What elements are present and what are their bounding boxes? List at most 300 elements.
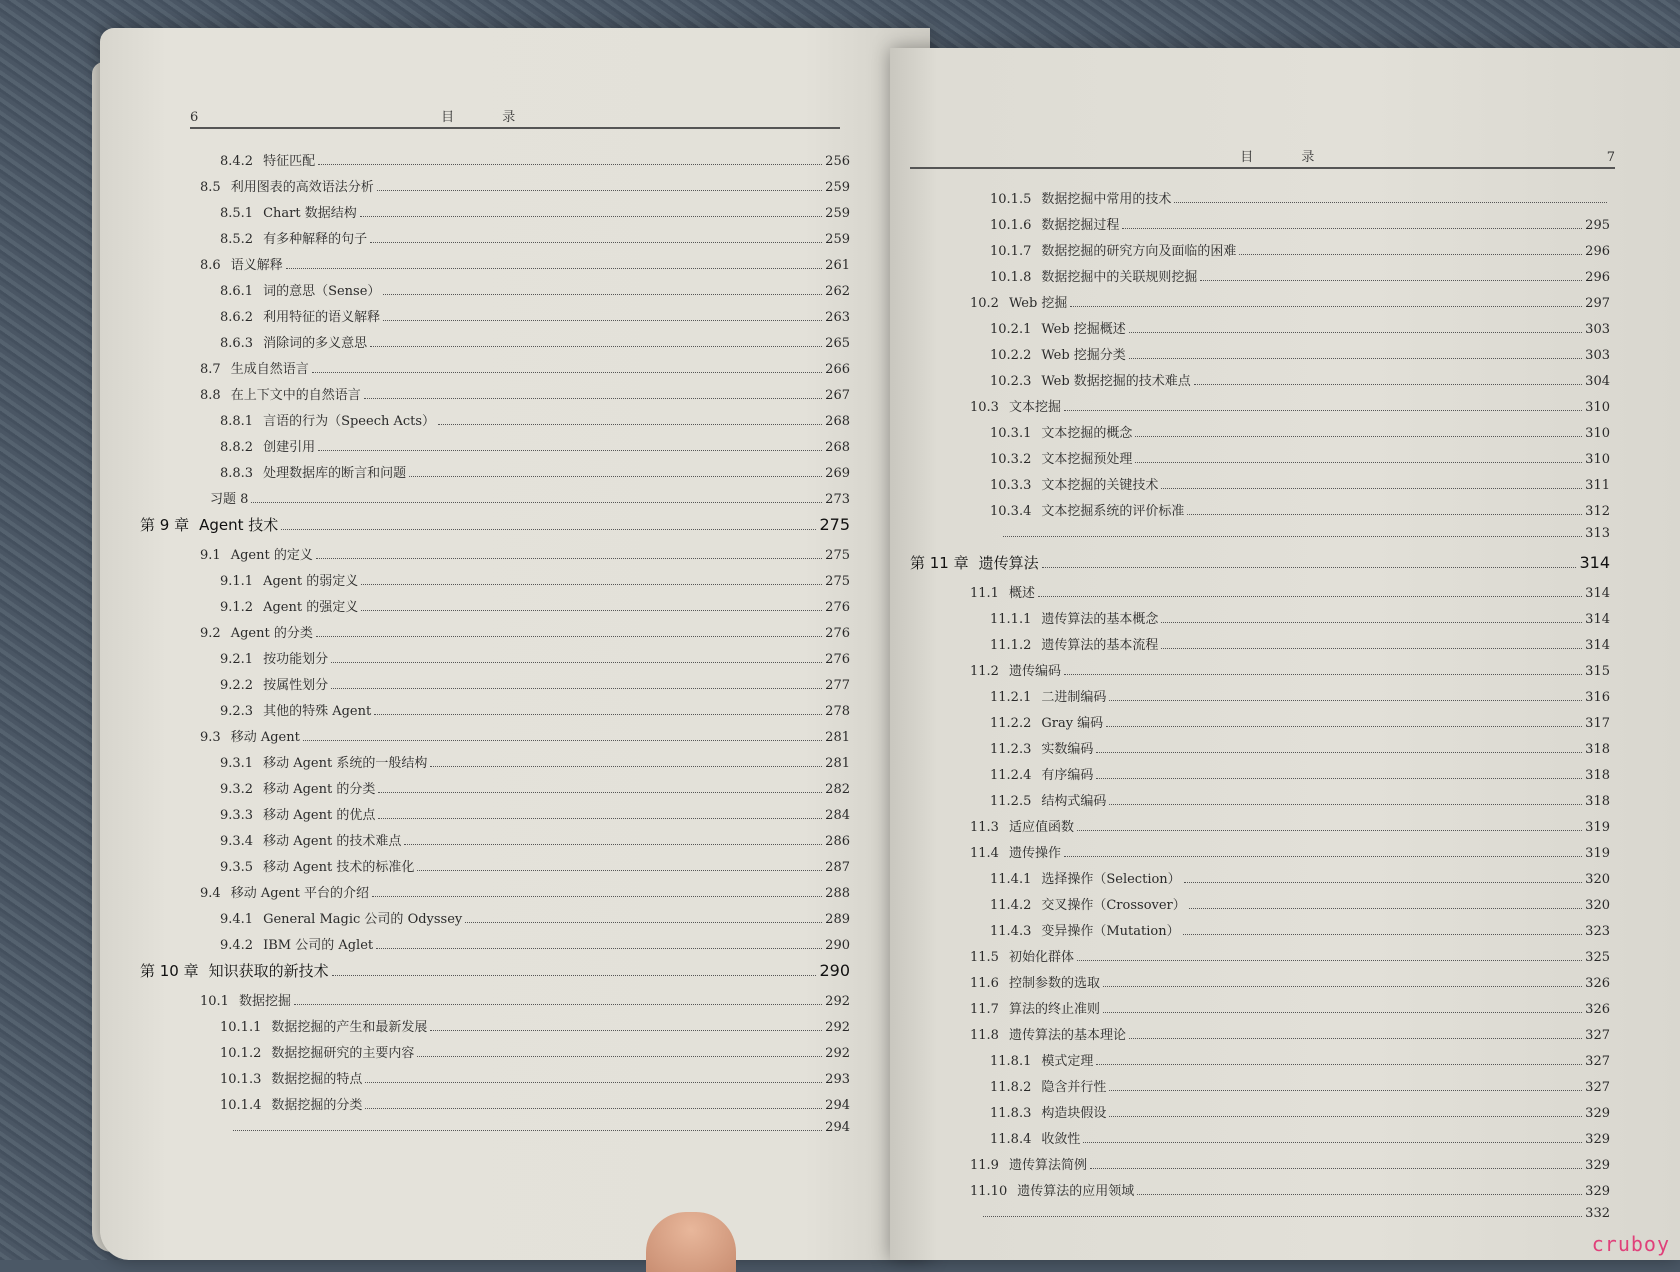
toc-leader-dots — [1135, 462, 1582, 463]
toc-entry-number: 8.6.2 — [220, 310, 254, 325]
toc-entry-title: 数据挖掘的分类 — [271, 1098, 363, 1113]
toc-entry — [140, 804, 850, 830]
toc-entry-page: 276 — [825, 600, 850, 615]
toc-entry-number: 11.8.2 — [990, 1080, 1032, 1095]
toc-entry-page: 294 — [825, 1120, 850, 1135]
toc-entry-title: 言语的行为（Speech Acts） — [263, 414, 436, 429]
toc-entry-title: 数据挖掘研究的主要内容 — [271, 1046, 415, 1061]
toc-entry — [910, 634, 1610, 660]
toc-entry-title: 生成自然语言 — [230, 362, 309, 377]
toc-entry-page: 276 — [825, 652, 850, 667]
toc-leader-dots — [1183, 934, 1583, 935]
toc-entry-number: 9.3 — [200, 730, 221, 745]
toc-entry — [910, 842, 1610, 868]
toc-entry-title: 创建引用 — [263, 440, 316, 455]
toc-entry-page: 304 — [1585, 374, 1610, 389]
toc-entry-number: 11.4.1 — [990, 872, 1032, 887]
toc-entry — [140, 856, 850, 882]
toc-leader-dots — [378, 792, 822, 793]
toc-leader-dots — [1109, 700, 1582, 701]
toc-leader-dots — [1137, 1194, 1582, 1195]
toc-leader-dots — [465, 922, 822, 923]
toc-leader-dots — [1129, 332, 1582, 333]
toc-entry — [140, 1042, 850, 1068]
toc-leader-dots — [1042, 567, 1577, 568]
toc-leader-dots — [1038, 596, 1582, 597]
toc-entry — [910, 188, 1610, 214]
toc-entry-number: 8.6.3 — [220, 336, 254, 351]
toc-entry-number: 11.1.2 — [990, 638, 1032, 653]
right-page-number: 7 — [1606, 150, 1615, 165]
toc-entry-number: 9.3.3 — [220, 808, 254, 823]
toc-leader-dots — [404, 844, 822, 845]
toc-entry-title: 遗传算法简例 — [1008, 1158, 1087, 1173]
toc-entry-title: Web 挖掘 — [1008, 296, 1068, 311]
toc-leader-dots — [1122, 228, 1582, 229]
toc-entry-page: 315 — [1585, 664, 1610, 679]
toc-leader-dots — [294, 1004, 822, 1005]
toc-entry-page: 292 — [825, 1020, 850, 1035]
toc-entry-page: 290 — [819, 961, 850, 980]
toc-leader-dots — [332, 975, 817, 976]
toc-entry-page: 297 — [1585, 296, 1610, 311]
toc-entry-title: 利用特征的语义解释 — [263, 310, 381, 325]
toc-leader-dots — [1109, 1116, 1582, 1117]
toc-leader-dots — [383, 320, 822, 321]
toc-entry — [910, 1154, 1610, 1180]
toc-entry — [140, 358, 850, 384]
toc-entry-page: 320 — [1585, 872, 1610, 887]
toc-entry-page: 318 — [1585, 794, 1610, 809]
toc-entry-title: 数据挖掘中常用的技术 — [1041, 192, 1172, 207]
left-page-number: 6 — [190, 110, 199, 125]
left-page — [100, 28, 930, 1260]
toc-leader-dots — [1083, 1142, 1582, 1143]
toc-entry-title: 数据挖掘 — [238, 994, 291, 1009]
toc-entry-page: 268 — [825, 440, 850, 455]
toc-entry-title: 移动 Agent 技术的标准化 — [263, 860, 415, 875]
toc-entry-page: 281 — [825, 730, 850, 745]
toc-entry-number: 8.8 — [200, 388, 221, 403]
toc-entry-number: 11.8.1 — [990, 1054, 1032, 1069]
toc-entry — [910, 1206, 1610, 1232]
toc-leader-dots — [286, 268, 822, 269]
toc-leader-dots — [365, 1082, 822, 1083]
toc-entry-title: 数据挖掘的产生和最新发展 — [271, 1020, 428, 1035]
toc-entry-number: 10.1.8 — [990, 270, 1032, 285]
toc-entry-number: 10.3.3 — [990, 478, 1032, 493]
toc-entry-title: 控制参数的选取 — [1008, 976, 1100, 991]
toc-entry — [140, 570, 850, 596]
right-page — [890, 48, 1680, 1260]
toc-entry-title: 选择操作（Selection） — [1041, 872, 1181, 887]
toc-entry-page: 327 — [1585, 1028, 1610, 1043]
toc-entry — [140, 908, 850, 934]
toc-entry-number: 8.5.2 — [220, 232, 254, 247]
toc-entry-page: 269 — [825, 466, 850, 481]
toc-entry-page: 326 — [1585, 1002, 1610, 1017]
toc-leader-dots — [281, 529, 816, 530]
toc-leader-dots — [1106, 726, 1582, 727]
toc-leader-dots — [361, 584, 822, 585]
toc-entry-title: 遗传操作 — [1008, 846, 1061, 861]
toc-entry-page: 290 — [825, 938, 850, 953]
toc-entry-number: 8.5.1 — [220, 206, 254, 221]
toc-entry-title: 遗传编码 — [1008, 664, 1061, 679]
toc-entry-page: 277 — [825, 678, 850, 693]
toc-entry-number: 11.2.3 — [990, 742, 1032, 757]
toc-entry-title: 遗传算法的基本理论 — [1008, 1028, 1126, 1043]
toc-entry-number: 9.2.2 — [220, 678, 254, 693]
toc-entry-title: 移动 Agent 的分类 — [263, 782, 376, 797]
toc-leader-dots — [376, 948, 822, 949]
toc-entry-number: 11.4.3 — [990, 924, 1032, 939]
toc-leader-dots — [1109, 1090, 1582, 1091]
toc-entry-title: 概述 — [1008, 586, 1035, 601]
toc-leader-dots — [417, 1056, 822, 1057]
toc-entry-title: Agent 的强定义 — [263, 600, 359, 615]
toc-leader-dots — [1129, 358, 1582, 359]
toc-entry-page: 263 — [825, 310, 850, 325]
toc-entry — [910, 500, 1610, 526]
toc-entry-number: 11.2 — [970, 664, 999, 679]
left-header-title: 目 录 — [441, 110, 538, 125]
toc-leader-dots — [1077, 830, 1582, 831]
toc-entry — [140, 934, 850, 960]
toc-entry-number: 第 11 章 — [910, 554, 969, 572]
toc-leader-dots — [417, 870, 822, 871]
toc-entry-page: 287 — [825, 860, 850, 875]
toc-entry-title: 实数编码 — [1041, 742, 1094, 757]
toc-entry — [910, 370, 1610, 396]
toc-entry — [910, 474, 1610, 500]
right-header-title: 目 录 — [1240, 150, 1337, 165]
toc-entry-number: 10.1.7 — [990, 244, 1032, 259]
toc-entry-number: 9.3.1 — [220, 756, 254, 771]
toc-entry-page: 276 — [825, 626, 850, 641]
toc-entry-title: Chart 数据结构 — [263, 206, 357, 221]
toc-entry — [140, 254, 850, 280]
toc-entry-number: 9.4 — [200, 886, 221, 901]
toc-entry — [910, 686, 1610, 712]
toc-entry-title: 处理数据库的断言和问题 — [263, 466, 407, 481]
toc-entry-number: 8.8.2 — [220, 440, 254, 455]
toc-entry — [140, 622, 850, 648]
toc-entry-page: 316 — [1585, 690, 1610, 705]
toc-entry-title: 遗传算法的基本概念 — [1041, 612, 1159, 627]
toc-entry-page: 266 — [825, 362, 850, 377]
toc-entry-page: 332 — [1585, 1206, 1610, 1221]
toc-entry — [140, 384, 850, 410]
toc-entry-page: 292 — [825, 994, 850, 1009]
toc-entry — [910, 764, 1610, 790]
toc-entry-page: 261 — [825, 258, 850, 273]
toc-entry-number: 9.3.5 — [220, 860, 254, 875]
toc-leader-dots — [1103, 1012, 1582, 1013]
toc-leader-dots — [1003, 536, 1582, 537]
toc-entry-title: 消除词的多义意思 — [263, 336, 368, 351]
toc-leader-dots — [1103, 986, 1582, 987]
toc-entry-number: 10.3.2 — [990, 452, 1032, 467]
toc-entry-page: 323 — [1585, 924, 1610, 939]
toc-entry-title: IBM 公司的 Aglet — [263, 938, 374, 953]
toc-entry-title: 知识获取的新技术 — [208, 962, 329, 980]
toc-entry-page: 293 — [825, 1072, 850, 1087]
toc-entry — [910, 660, 1610, 686]
toc-entry-number: 9.1.1 — [220, 574, 254, 589]
toc-entry-page: 262 — [825, 284, 850, 299]
toc-entry-title: Web 数据挖掘的技术难点 — [1041, 374, 1191, 389]
toc-leader-dots — [251, 502, 822, 503]
toc-entry-title: 文本挖掘预处理 — [1041, 452, 1133, 467]
toc-entry-number: 11.5 — [970, 950, 999, 965]
toc-leader-dots — [1194, 384, 1582, 385]
toc-entry-page: 314 — [1585, 586, 1610, 601]
toc-leader-dots — [364, 398, 822, 399]
toc-entry — [140, 700, 850, 726]
toc-entry-number: 10.1 — [200, 994, 229, 1009]
toc-entry-number: 11.1 — [970, 586, 999, 601]
toc-entry — [140, 726, 850, 752]
toc-entry-page: 320 — [1585, 898, 1610, 913]
toc-entry-number: 11.10 — [970, 1184, 1008, 1199]
toc-leader-dots — [1090, 1168, 1582, 1169]
toc-entry-number: 8.5 — [200, 180, 221, 195]
toc-entry — [910, 1024, 1610, 1050]
toc-entry-page: 259 — [825, 180, 850, 195]
toc-entry-page: 292 — [825, 1046, 850, 1061]
toc-leader-dots — [1096, 752, 1582, 753]
toc-leader-dots — [1135, 436, 1582, 437]
toc-entry — [140, 228, 850, 254]
toc-entry-title: 变异操作（Mutation） — [1041, 924, 1180, 939]
toc-entry — [140, 648, 850, 674]
toc-entry — [140, 830, 850, 856]
toc-leader-dots — [331, 662, 822, 663]
toc-entry-number: 9.4.2 — [220, 938, 254, 953]
toc-entry-page: 314 — [1585, 638, 1610, 653]
toc-entry-number: 11.8.3 — [990, 1106, 1032, 1121]
toc-entry-number: 9.3.2 — [220, 782, 254, 797]
toc-entry-page: 326 — [1585, 976, 1610, 991]
toc-entry-title: 收敛性 — [1041, 1132, 1081, 1147]
toc-entry-page: 319 — [1585, 820, 1610, 835]
open-book — [40, 20, 1680, 1260]
toc-entry-number: 10.1.6 — [990, 218, 1032, 233]
toc-entry — [910, 1050, 1610, 1076]
toc-leader-dots — [1070, 306, 1582, 307]
toc-entry — [140, 596, 850, 622]
toc-entry-number: 11.9 — [970, 1158, 999, 1173]
toc-entry-page: 329 — [1585, 1184, 1610, 1199]
toc-entry-title: 利用图表的高效语法分析 — [230, 180, 374, 195]
toc-entry-number: 11.4.2 — [990, 898, 1032, 913]
toc-entry — [140, 1120, 850, 1146]
toc-leader-dots — [331, 688, 822, 689]
toc-entry-page: 312 — [1585, 504, 1610, 519]
toc-entry-number: 11.2.2 — [990, 716, 1032, 731]
toc-entry-page: 295 — [1585, 218, 1610, 233]
toc-entry-page: 310 — [1585, 400, 1610, 415]
toc-entry-number: 11.2.4 — [990, 768, 1032, 783]
toc-entry-title: Web 挖掘分类 — [1041, 348, 1126, 363]
toc-leader-dots — [1187, 514, 1582, 515]
toc-leader-dots — [1064, 674, 1582, 675]
toc-entry-title: Agent 技术 — [199, 516, 279, 534]
toc-entry-page: 310 — [1585, 452, 1610, 467]
toc-entry — [140, 202, 850, 228]
toc-entry-page: 318 — [1585, 742, 1610, 757]
toc-entry-number: 11.8 — [970, 1028, 999, 1043]
toc-leader-dots — [370, 346, 822, 347]
toc-entry — [140, 462, 850, 488]
toc-entry-title: 在上下文中的自然语言 — [230, 388, 361, 403]
left-toc — [140, 150, 850, 1146]
toc-entry-title: 模式定理 — [1041, 1054, 1094, 1069]
left-page-header — [190, 106, 840, 129]
toc-leader-dots — [1161, 622, 1582, 623]
toc-entry-title: 有序编码 — [1041, 768, 1094, 783]
toc-entry — [910, 344, 1610, 370]
right-page-header — [910, 146, 1615, 169]
toc-entry-number: 11.2.5 — [990, 794, 1032, 809]
toc-entry-page: 318 — [1585, 768, 1610, 783]
toc-entry — [910, 790, 1610, 816]
toc-entry-page: 275 — [819, 515, 850, 534]
toc-entry-number: 第 10 章 — [140, 962, 199, 980]
toc-entry-page: 314 — [1579, 553, 1610, 572]
toc-leader-dots — [1184, 882, 1583, 883]
toc-entry-title: 数据挖掘的研究方向及面临的困难 — [1041, 244, 1237, 259]
toc-leader-dots — [378, 818, 822, 819]
toc-entry-title: 适应值函数 — [1008, 820, 1074, 835]
toc-leader-dots — [361, 610, 822, 611]
toc-entry-number: 9.2.1 — [220, 652, 254, 667]
toc-entry — [910, 868, 1610, 894]
toc-entry-page: 329 — [1585, 1106, 1610, 1121]
toc-entry-title: 算法的终止准则 — [1008, 1002, 1100, 1017]
toc-entry — [140, 778, 850, 804]
toc-entry — [910, 998, 1610, 1024]
toc-entry — [140, 752, 850, 778]
toc-entry-page: 325 — [1585, 950, 1610, 965]
toc-leader-dots — [377, 190, 822, 191]
toc-entry — [140, 176, 850, 202]
toc-entry-page: 319 — [1585, 846, 1610, 861]
toc-entry-title: 构造块假设 — [1041, 1106, 1107, 1121]
toc-entry-title: Agent 的定义 — [230, 548, 313, 563]
toc-entry-page: 265 — [825, 336, 850, 351]
toc-leader-dots — [365, 1108, 822, 1109]
toc-entry-number: 8.6.1 — [220, 284, 254, 299]
toc-entry-title: Agent 的分类 — [230, 626, 313, 641]
toc-entry-title: 文本挖掘 — [1008, 400, 1061, 415]
toc-leader-dots — [316, 636, 822, 637]
toc-entry-page: 310 — [1585, 426, 1610, 441]
toc-entry-number: 11.7 — [970, 1002, 999, 1017]
toc-leader-dots — [318, 450, 822, 451]
toc-leader-dots — [1161, 488, 1582, 489]
toc-entry-title: 词的意思（Sense） — [263, 284, 381, 299]
toc-entry — [910, 1180, 1610, 1206]
toc-leader-dots — [370, 242, 822, 243]
toc-entry-page: 327 — [1585, 1080, 1610, 1095]
toc-entry-page: 317 — [1585, 716, 1610, 731]
toc-entry-number: 8.6 — [200, 258, 221, 273]
toc-entry-page: 311 — [1585, 478, 1610, 493]
toc-entry — [140, 1094, 850, 1120]
toc-entry-number: 10.1.2 — [220, 1046, 262, 1061]
toc-leader-dots — [438, 424, 822, 425]
toc-leader-dots — [312, 372, 822, 373]
toc-leader-dots — [316, 558, 822, 559]
toc-entry-page: 329 — [1585, 1158, 1610, 1173]
toc-entry-title: 移动 Agent 的优点 — [263, 808, 376, 823]
toc-entry-number: 11.4 — [970, 846, 999, 861]
toc-entry-page: 267 — [825, 388, 850, 403]
toc-entry — [140, 544, 850, 570]
toc-entry — [910, 582, 1610, 608]
toc-entry-page: 259 — [825, 232, 850, 247]
toc-entry-title: 交叉操作（Crossover） — [1041, 898, 1186, 913]
toc-entry — [910, 526, 1610, 552]
toc-entry-title: Gray 编码 — [1041, 716, 1104, 731]
toc-entry-page: 286 — [825, 834, 850, 849]
toc-leader-dots — [430, 1030, 822, 1031]
toc-entry — [910, 448, 1610, 474]
toc-leader-dots — [983, 1216, 1582, 1217]
toc-entry-title: 数据挖掘的特点 — [271, 1072, 363, 1087]
toc-entry-title: 习题 8 — [210, 492, 249, 507]
toc-entry-number: 10.1.3 — [220, 1072, 262, 1087]
toc-entry-title: Web 挖掘概述 — [1041, 322, 1126, 337]
toc-entry — [910, 422, 1610, 448]
toc-leader-dots — [1109, 804, 1582, 805]
toc-entry-number: 10.1.4 — [220, 1098, 262, 1113]
toc-leader-dots — [1077, 960, 1582, 961]
toc-entry-title: 文本挖掘系统的评价标准 — [1041, 504, 1185, 519]
toc-entry-page: 259 — [825, 206, 850, 221]
toc-entry-number: 11.1.1 — [990, 612, 1032, 627]
right-toc — [910, 188, 1610, 1232]
toc-entry — [140, 1016, 850, 1042]
toc-entry-title: General Magic 公司的 Odyssey — [263, 912, 463, 927]
toc-entry-page: 282 — [825, 782, 850, 797]
watermark: cruboy — [1591, 1232, 1670, 1256]
toc-entry-page: 284 — [825, 808, 850, 823]
toc-leader-dots — [233, 1130, 822, 1131]
toc-entry-number: 10.3 — [970, 400, 999, 415]
toc-entry-number: 10.2.3 — [990, 374, 1032, 389]
toc-entry-title: 结构式编码 — [1041, 794, 1107, 809]
toc-entry — [140, 882, 850, 908]
toc-entry — [140, 674, 850, 700]
toc-entry-title: 隐含并行性 — [1041, 1080, 1107, 1095]
toc-entry-page: 278 — [825, 704, 850, 719]
toc-entry-number: 10.1.5 — [990, 192, 1032, 207]
toc-leader-dots — [1096, 1064, 1582, 1065]
toc-leader-dots — [1064, 856, 1582, 857]
toc-entry — [910, 920, 1610, 946]
toc-entry-page: 256 — [825, 154, 850, 169]
toc-entry — [910, 894, 1610, 920]
toc-entry — [140, 150, 850, 176]
toc-entry — [910, 712, 1610, 738]
toc-leader-dots — [383, 294, 822, 295]
toc-entry — [910, 214, 1610, 240]
toc-leader-dots — [430, 766, 822, 767]
toc-entry-page: 273 — [825, 492, 850, 507]
